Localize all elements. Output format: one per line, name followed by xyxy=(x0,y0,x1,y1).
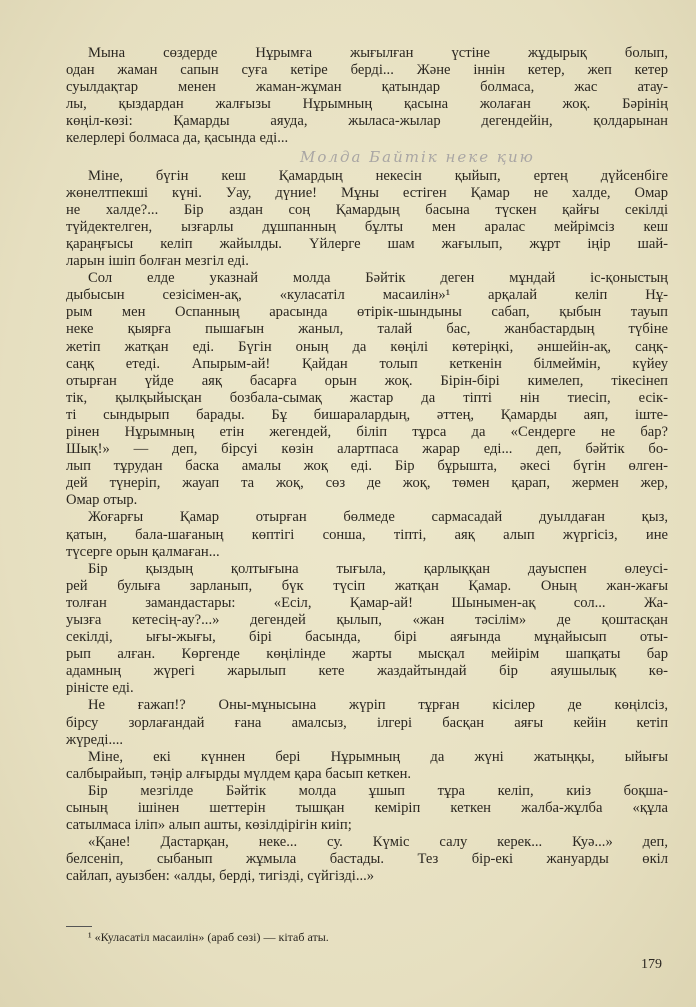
handwritten-pencil-note: Молда Байтік неке қию xyxy=(300,148,535,166)
text-line: рей булыға зарланып, бүк түсіп жатқан Қамар. Оның жан-жағы xyxy=(66,577,668,594)
text-line: түсерге орын қалмаған... xyxy=(66,543,220,560)
text-line: ріністе еді. xyxy=(66,680,134,697)
text-line: сатылмаса іліп» алып ашты, көзілдірігін киіп; xyxy=(66,817,352,834)
page-number: 179 xyxy=(641,957,662,972)
text-line: лы, қыздардан жалғызы Нұрымның қасына жолаған жоқ. Бәрінің xyxy=(66,96,668,113)
paragraph xyxy=(66,270,668,509)
text-line: Мына сөздерде Нұрымға жығылған үстіне жұдырық болып, xyxy=(88,45,668,61)
paragraph xyxy=(66,834,668,885)
text-line: жөнелтпекші күні. Уау, дүние! Мұны естіген Қамар не халде, Омар xyxy=(66,184,668,201)
text-line: ті сындырып барады. Бұ бишаралардың, әттең, Қамарды аяп, іште- xyxy=(66,406,668,423)
text-line: Міне, екі күннен бері Нұрымның да жүні жатыңқы, ыйығы xyxy=(88,748,668,765)
text-line: рінен Нұрымның етін жегендей, біліп тұрса да «Сендерге не бар? xyxy=(66,423,668,440)
text-line: Бір мезгілде Бәйтік молда ұшып тұра келіп, киіз боқша- xyxy=(88,782,668,799)
text-line: «Қане! Дастарқан, неке... су. Күміс салу керек... Куә...» деп, xyxy=(88,834,668,851)
text-line: қатын, бала-шағаның көптігі сонша, тіпті, аяқ алып жүргісіз, ине xyxy=(66,526,668,543)
footnote: ¹ «Куласатіл масаилін» (араб сөзі) — кітаб аты. xyxy=(88,930,329,944)
text-line: Омар отыр. xyxy=(66,492,138,509)
text-line: дей түнеріп, жауап та жоқ, сөз де жоқ, төмен қарап, жермен жер, xyxy=(66,475,668,492)
text-line: ларын ішіп болған мезгіл еді. xyxy=(66,253,249,270)
text-line: не халде?... Бір аздан соң Қамардың басына түскен қайғы секілді xyxy=(66,201,668,218)
paragraph xyxy=(66,697,668,748)
text-line: сайлап, ауызбен: «алды, берді, тигізді, сүйгізді...» xyxy=(66,868,375,885)
paragraph xyxy=(66,783,668,834)
text-line: жетіп жатқан еді. Бүгін оның да көңілі көтеріңкі, әншейін-ақ, саңқ- xyxy=(66,338,668,355)
text-line: салбырайып, тәңір алғырды мүлдем қара басып кеткен. xyxy=(66,765,412,782)
body-text xyxy=(66,45,668,886)
text-line: лып тұрудан баска амалы жоқ еді. Бір бұрышта, әкесі бүгін өлген- xyxy=(66,458,668,475)
paragraph xyxy=(66,561,668,698)
text-line: бірсу зорлағандай ғана амалсыз, ілгері басқан аяғы кейін кетіп xyxy=(66,714,668,731)
text-line: неке қыярға пышағын жаныл, талай бас, жанбастардың түбіне xyxy=(66,321,668,338)
text-line: Бір қыздың қолтығына тығыла, қарлыққан дауыспен өлеусі- xyxy=(88,560,668,577)
text-line: жүреді.... xyxy=(66,731,124,748)
text-line: суылдақтар менен жаман-жұман қатындар болмаса, жас атау- xyxy=(66,79,668,96)
text-line: көңіл-көзі: Қамарды аяуда, жылаcа-жылар дегендейін, қолдарынан xyxy=(66,113,668,130)
text-line: уызға кетесің-ау?...» дегендей қылып, «жан тәсілім» де қоштасқан xyxy=(66,612,668,628)
text-line: дыбысын сезісімен-ақ, «куласатіл масаилін»¹ арқалай келіп Нұ- xyxy=(66,287,668,304)
text-line: сының ішінен шеттерін тышқан кеміріп кеткен жалба-жұлба «құла xyxy=(66,800,668,817)
text-line: отырған үйде аяқ басарға орын жоқ. Бірін-бірі кимелеп, тікесінеп xyxy=(66,372,668,389)
text-line: толған замандастары: «Есіл, Қамар-ай! Шынымен-ақ сол... Жа- xyxy=(66,594,668,611)
text-line: түйдектелген, ызғарлы дұшпанның бұлты мен аралас мейрімсіз кеш xyxy=(66,218,668,235)
text-line: Шық!» — деп, бірсуі көзін алартпаса жарар еді... деп, бәйтік бо- xyxy=(66,441,668,458)
text-line: секілді, ығы-жығы, бірі басында, бірі аяғында мұңайысып оты- xyxy=(66,629,668,646)
text-line: адамның жүрегі жарылып кете жаздайтындай бір аяушылық кө- xyxy=(66,663,668,680)
text-line: қараңғысы келіп жайылды. Үйлерге шам жағылып, жұрт іңір шай- xyxy=(66,235,668,252)
paragraph xyxy=(66,45,668,148)
text-line: белсеніп, сыбанып жұмыла бастады. Тез бір-екі жануарды өкіл xyxy=(66,851,668,868)
text-line: рып алған. Көргенде көңілінде жарты мысқал мейірім шапқаты бар xyxy=(66,646,668,663)
footnote-separator xyxy=(66,926,92,927)
paragraph xyxy=(66,749,668,783)
text-line: Сол елде указнай молда Бәйтік деген мұндай іс-қоныстың xyxy=(88,270,668,287)
text-line: тік, қылқыйысқан бозбала-сымақ жастар да тіпті нін тиесіп, есік- xyxy=(66,389,668,406)
text-line: одан жаман сапын суға кетіре берді... Және іннін кетер, жеп кетер xyxy=(66,62,668,79)
text-line: рым мен Оспанның арасында өтірік-шындыны сабап, қыбын тауып xyxy=(66,304,668,321)
text-line: келерлері болмаса да, қасында еді... xyxy=(66,130,289,147)
paragraph xyxy=(66,168,668,271)
text-line: Міне, бүгін кеш Қамардың некесін қыйып, ертең дүйсенбіге xyxy=(88,167,668,184)
text-line: Жоғарғы Қамар отырған бөлмеде сармасадай дуылдаған қыз, xyxy=(88,509,668,526)
text-line: саңқ етеді. Апырым-ай! Қайдан толып кеткенін білмеймін, күйеу xyxy=(66,355,668,372)
paragraph xyxy=(66,509,668,560)
text-line: Не ғажап!? Оны-мұнысына жүріп тұрған кісілер де көңілсіз, xyxy=(88,697,668,714)
